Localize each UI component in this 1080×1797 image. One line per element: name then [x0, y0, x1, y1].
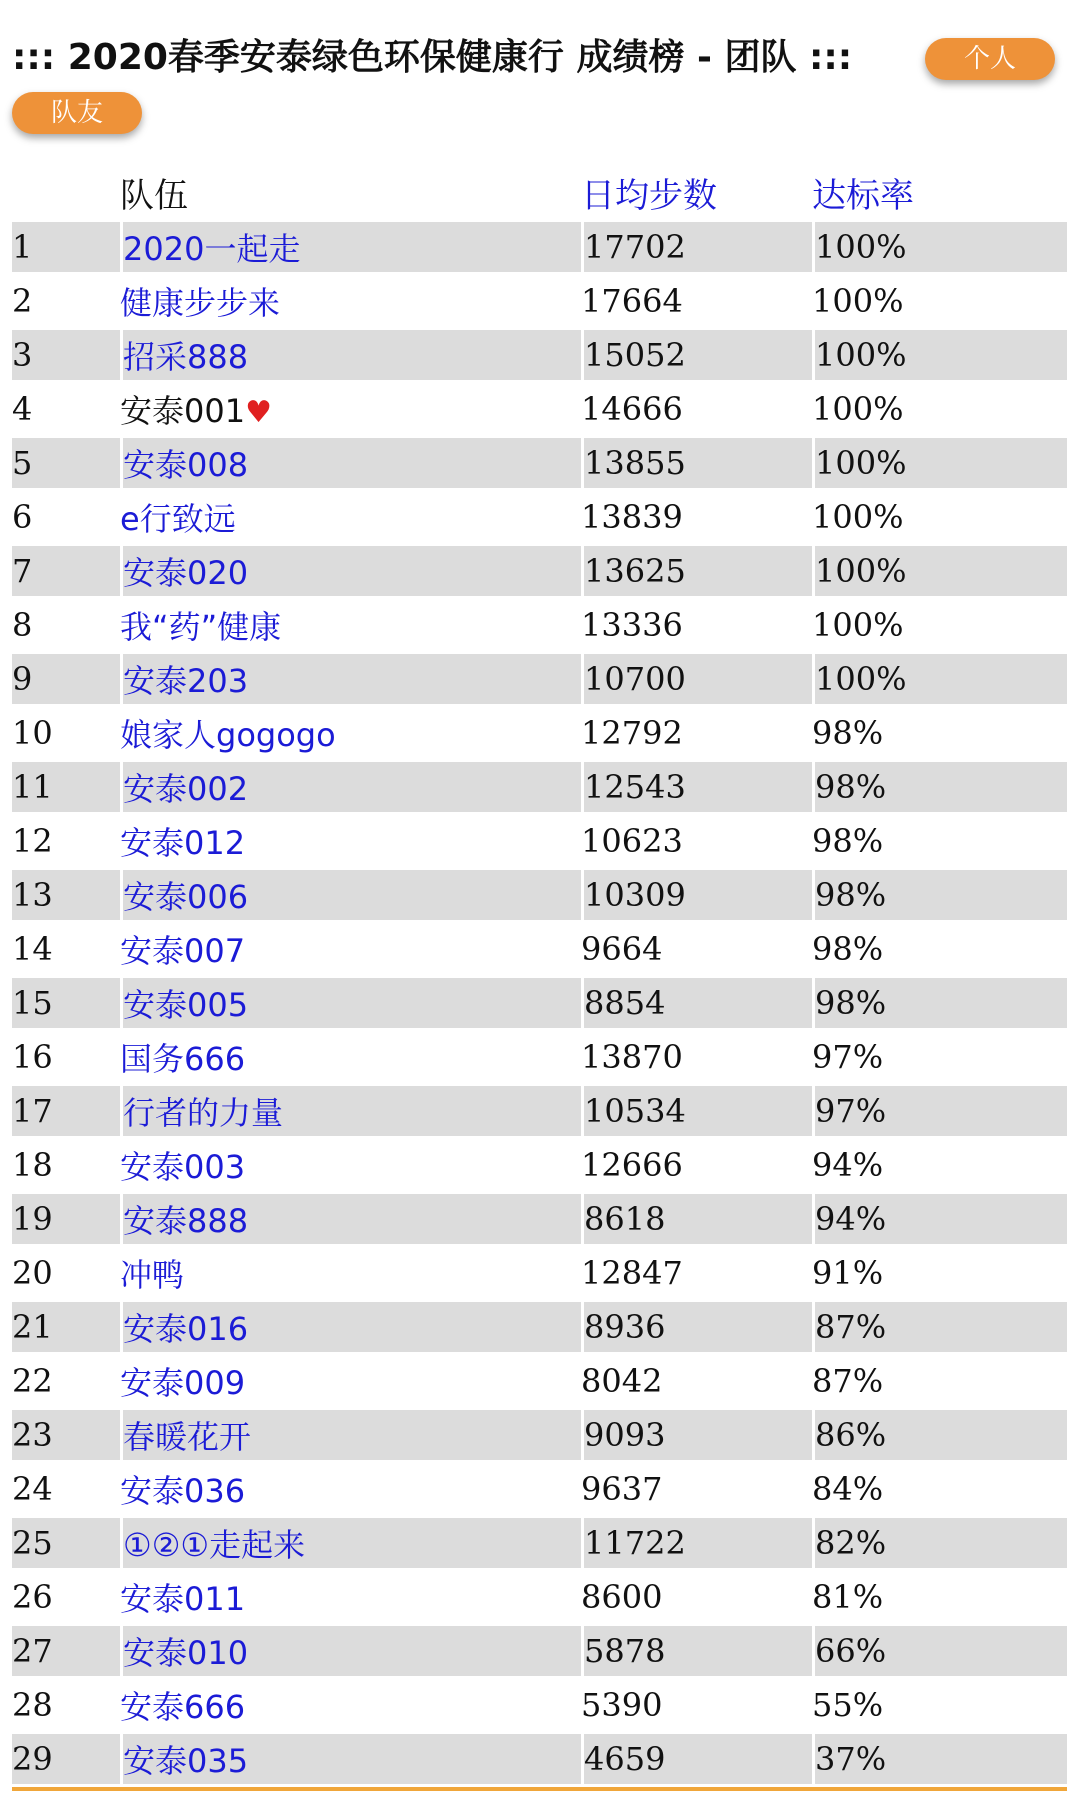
table-row	[12, 1464, 1067, 1514]
rate-cell: 98%	[812, 822, 884, 860]
avg-steps-cell: 15052	[581, 330, 812, 380]
rank-cell: 26	[12, 1578, 53, 1616]
team-name: 安泰005	[123, 986, 249, 1024]
team-name: 安泰001	[120, 392, 246, 430]
table-row	[12, 1086, 1067, 1136]
rate-cell: 98%	[812, 762, 1067, 812]
team-link[interactable]	[120, 330, 581, 380]
rate-cell: 66%	[812, 1626, 1067, 1676]
team-link[interactable]	[120, 1140, 581, 1190]
team-name: 安泰020	[123, 554, 249, 592]
team-link[interactable]	[120, 1248, 581, 1298]
team-name: 安泰003	[120, 1148, 246, 1186]
team-link[interactable]	[120, 276, 581, 326]
rank-cell: 21	[12, 1302, 120, 1352]
rate-cell: 100%	[812, 282, 904, 320]
team-link[interactable]	[120, 222, 581, 272]
table-row	[12, 1410, 1067, 1460]
avg-steps-cell: 10623	[581, 822, 683, 860]
avg-steps-cell: 5390	[581, 1686, 663, 1724]
team-name: 安泰002	[123, 770, 249, 808]
table-row	[12, 1518, 1067, 1568]
rate-cell: 86%	[812, 1410, 1067, 1460]
team-link[interactable]	[120, 1032, 581, 1082]
rank-cell: 29	[12, 1734, 120, 1784]
table-row	[12, 1248, 1067, 1298]
table-header-row	[12, 166, 1067, 218]
avg-steps-cell: 9664	[581, 930, 663, 968]
table-row	[12, 1626, 1067, 1676]
avg-steps-header[interactable]: 日均步数	[581, 175, 717, 216]
table-row	[12, 1302, 1067, 1352]
table-row	[12, 924, 1067, 974]
table-row	[12, 1194, 1067, 1244]
rate-cell: 91%	[812, 1254, 884, 1292]
rank-cell: 27	[12, 1626, 120, 1676]
team-name: 我“药”健康	[120, 608, 282, 646]
avg-steps-cell: 8854	[581, 978, 812, 1028]
team-link[interactable]	[120, 1410, 581, 1460]
table-row	[12, 1572, 1067, 1622]
avg-steps-cell: 9093	[581, 1410, 812, 1460]
team-link[interactable]	[120, 924, 581, 974]
table-row	[12, 1356, 1067, 1406]
rank-cell: 1	[12, 222, 120, 272]
table-row	[12, 816, 1067, 866]
table-row	[12, 708, 1067, 758]
team-name: 春暖花开	[123, 1418, 252, 1456]
rank-cell: 10	[12, 714, 53, 752]
table-row	[12, 762, 1067, 812]
rate-cell: 82%	[812, 1518, 1067, 1568]
rate-cell: 97%	[812, 1038, 884, 1076]
team-link[interactable]	[120, 1518, 581, 1568]
rank-cell: 7	[12, 546, 120, 596]
rate-cell: 100%	[812, 654, 1067, 704]
heart-icon: ♥	[245, 395, 272, 430]
avg-steps-cell: 13855	[581, 438, 812, 488]
team-name: 国务666	[120, 1040, 246, 1078]
team-link[interactable]	[120, 1572, 581, 1622]
rank-cell: 22	[12, 1362, 53, 1400]
rate-cell: 94%	[812, 1146, 884, 1184]
team-link[interactable]	[120, 1464, 581, 1514]
avg-steps-cell: 8042	[581, 1362, 663, 1400]
table-row	[12, 600, 1067, 650]
rate-cell: 98%	[812, 978, 1067, 1028]
rank-cell: 17	[12, 1086, 120, 1136]
rate-cell: 100%	[812, 222, 1067, 272]
avg-steps-cell: 9637	[581, 1470, 663, 1508]
avg-steps-cell: 10534	[581, 1086, 812, 1136]
page-header	[12, 30, 912, 86]
rate-cell: 100%	[812, 438, 1067, 488]
rank-header	[12, 166, 120, 218]
rank-cell: 11	[12, 762, 120, 812]
table-row	[12, 276, 1067, 326]
rate-cell: 81%	[812, 1578, 884, 1616]
rank-cell: 13	[12, 870, 120, 920]
table-row	[12, 384, 1067, 434]
team-link[interactable]	[120, 1626, 581, 1676]
rank-cell: 3	[12, 330, 120, 380]
table-row	[12, 438, 1067, 488]
rank-cell: 12	[12, 822, 53, 860]
avg-steps-cell: 12792	[581, 714, 683, 752]
table-row	[12, 1734, 1067, 1784]
rank-cell: 20	[12, 1254, 53, 1292]
rank-cell: 2	[12, 282, 33, 320]
rank-cell: 5	[12, 438, 120, 488]
team-link[interactable]	[120, 654, 581, 704]
team-header: 队伍	[120, 175, 188, 216]
team-name: 健康步步来	[120, 284, 281, 322]
team-name: 娘家人gogogo	[120, 716, 336, 754]
rate-cell: 55%	[812, 1686, 884, 1724]
table-row	[12, 1140, 1067, 1190]
team-name: 招采888	[123, 338, 249, 376]
leaderboard-table	[12, 162, 1067, 1788]
team-link[interactable]	[120, 762, 581, 812]
team-name: 行者的力量	[123, 1094, 284, 1132]
avg-steps-cell: 12847	[581, 1254, 683, 1292]
avg-steps-cell: 12543	[581, 762, 812, 812]
team-name: 安泰008	[123, 446, 249, 484]
personal-button[interactable]: 个人	[925, 38, 1055, 80]
avg-steps-cell: 8936	[581, 1302, 812, 1352]
avg-steps-cell: 17664	[581, 282, 683, 320]
rate-cell: 100%	[812, 606, 904, 644]
rate-cell: 37%	[812, 1734, 1067, 1784]
team-name: 安泰007	[120, 932, 246, 970]
table-row	[12, 546, 1067, 596]
team-link[interactable]	[120, 978, 581, 1028]
team-name: 2020一起走	[123, 230, 301, 268]
rank-cell: 24	[12, 1470, 53, 1508]
team-link[interactable]	[120, 492, 581, 542]
team-name-self	[120, 384, 581, 434]
rank-cell: 6	[12, 498, 33, 536]
team-name: 安泰036	[120, 1472, 246, 1510]
team-link[interactable]	[120, 1680, 581, 1730]
avg-steps-cell: 8600	[581, 1578, 663, 1616]
team-name: 安泰016	[123, 1310, 249, 1348]
rate-cell: 100%	[812, 330, 1067, 380]
team-name: 冲鸭	[120, 1256, 185, 1294]
rank-cell: 4	[12, 390, 33, 428]
rate-header[interactable]: 达标率	[812, 175, 914, 216]
table-row	[12, 654, 1067, 704]
team-link[interactable]	[120, 1356, 581, 1406]
rank-cell: 18	[12, 1146, 53, 1184]
team-link[interactable]	[120, 600, 581, 650]
rank-cell: 9	[12, 654, 120, 704]
rate-cell: 100%	[812, 498, 904, 536]
avg-steps-cell: 10700	[581, 654, 812, 704]
team-name: 安泰010	[123, 1634, 249, 1672]
team-link[interactable]	[120, 438, 581, 488]
avg-steps-cell: 4659	[581, 1734, 812, 1784]
rate-cell: 98%	[812, 930, 884, 968]
rate-cell: 98%	[812, 870, 1067, 920]
team-link[interactable]	[120, 546, 581, 596]
rank-cell: 25	[12, 1518, 120, 1568]
team-link[interactable]	[120, 816, 581, 866]
rank-cell: 28	[12, 1686, 53, 1724]
avg-steps-cell: 17702	[581, 222, 812, 272]
table-row	[12, 870, 1067, 920]
team-name: 安泰006	[123, 878, 249, 916]
team-name: ①②①走起来	[123, 1526, 306, 1564]
team-link[interactable]	[120, 708, 581, 758]
table-row	[12, 1680, 1067, 1730]
rank-cell: 19	[12, 1194, 120, 1244]
team-link[interactable]	[120, 1194, 581, 1244]
rank-cell: 16	[12, 1038, 53, 1076]
rank-cell: 15	[12, 978, 120, 1028]
rank-cell: 8	[12, 606, 33, 644]
team-link[interactable]	[120, 1302, 581, 1352]
rank-cell: 14	[12, 930, 53, 968]
avg-steps-cell: 5878	[581, 1626, 812, 1676]
team-name: e行致远	[120, 500, 236, 538]
team-link[interactable]	[120, 1086, 581, 1136]
rate-cell: 100%	[812, 390, 904, 428]
avg-steps-cell: 13839	[581, 498, 683, 536]
rate-cell: 87%	[812, 1362, 884, 1400]
avg-steps-cell: 8618	[581, 1194, 812, 1244]
team-link[interactable]	[120, 1734, 581, 1784]
team-name: 安泰011	[120, 1580, 246, 1618]
bottom-divider	[12, 1787, 1067, 1791]
rate-cell: 97%	[812, 1086, 1067, 1136]
avg-steps-cell: 12666	[581, 1146, 683, 1184]
team-name: 安泰666	[120, 1688, 246, 1726]
avg-steps-cell: 11722	[581, 1518, 812, 1568]
rate-cell: 84%	[812, 1470, 884, 1508]
teammates-button[interactable]: 队友	[12, 92, 142, 134]
table-row	[12, 1032, 1067, 1082]
team-name: 安泰009	[120, 1364, 246, 1402]
team-name: 安泰888	[123, 1202, 249, 1240]
rate-cell: 100%	[812, 546, 1067, 596]
team-name: 安泰035	[123, 1742, 249, 1780]
team-name: 安泰012	[120, 824, 246, 862]
avg-steps-cell: 13870	[581, 1038, 683, 1076]
avg-steps-cell: 10309	[581, 870, 812, 920]
team-link[interactable]	[120, 870, 581, 920]
rate-cell: 87%	[812, 1302, 1067, 1352]
avg-steps-cell: 13625	[581, 546, 812, 596]
rate-cell: 94%	[812, 1194, 1067, 1244]
page-title: ::: 2020春季安泰绿色环保健康行 成绩榜 - 团队 :::	[12, 37, 853, 78]
avg-steps-cell: 13336	[581, 606, 683, 644]
table-row	[12, 978, 1067, 1028]
table-row	[12, 492, 1067, 542]
table-row	[12, 222, 1067, 272]
team-name: 安泰203	[123, 662, 249, 700]
rate-cell: 98%	[812, 714, 884, 752]
avg-steps-cell: 14666	[581, 390, 683, 428]
rank-cell: 23	[12, 1410, 120, 1460]
table-row	[12, 330, 1067, 380]
